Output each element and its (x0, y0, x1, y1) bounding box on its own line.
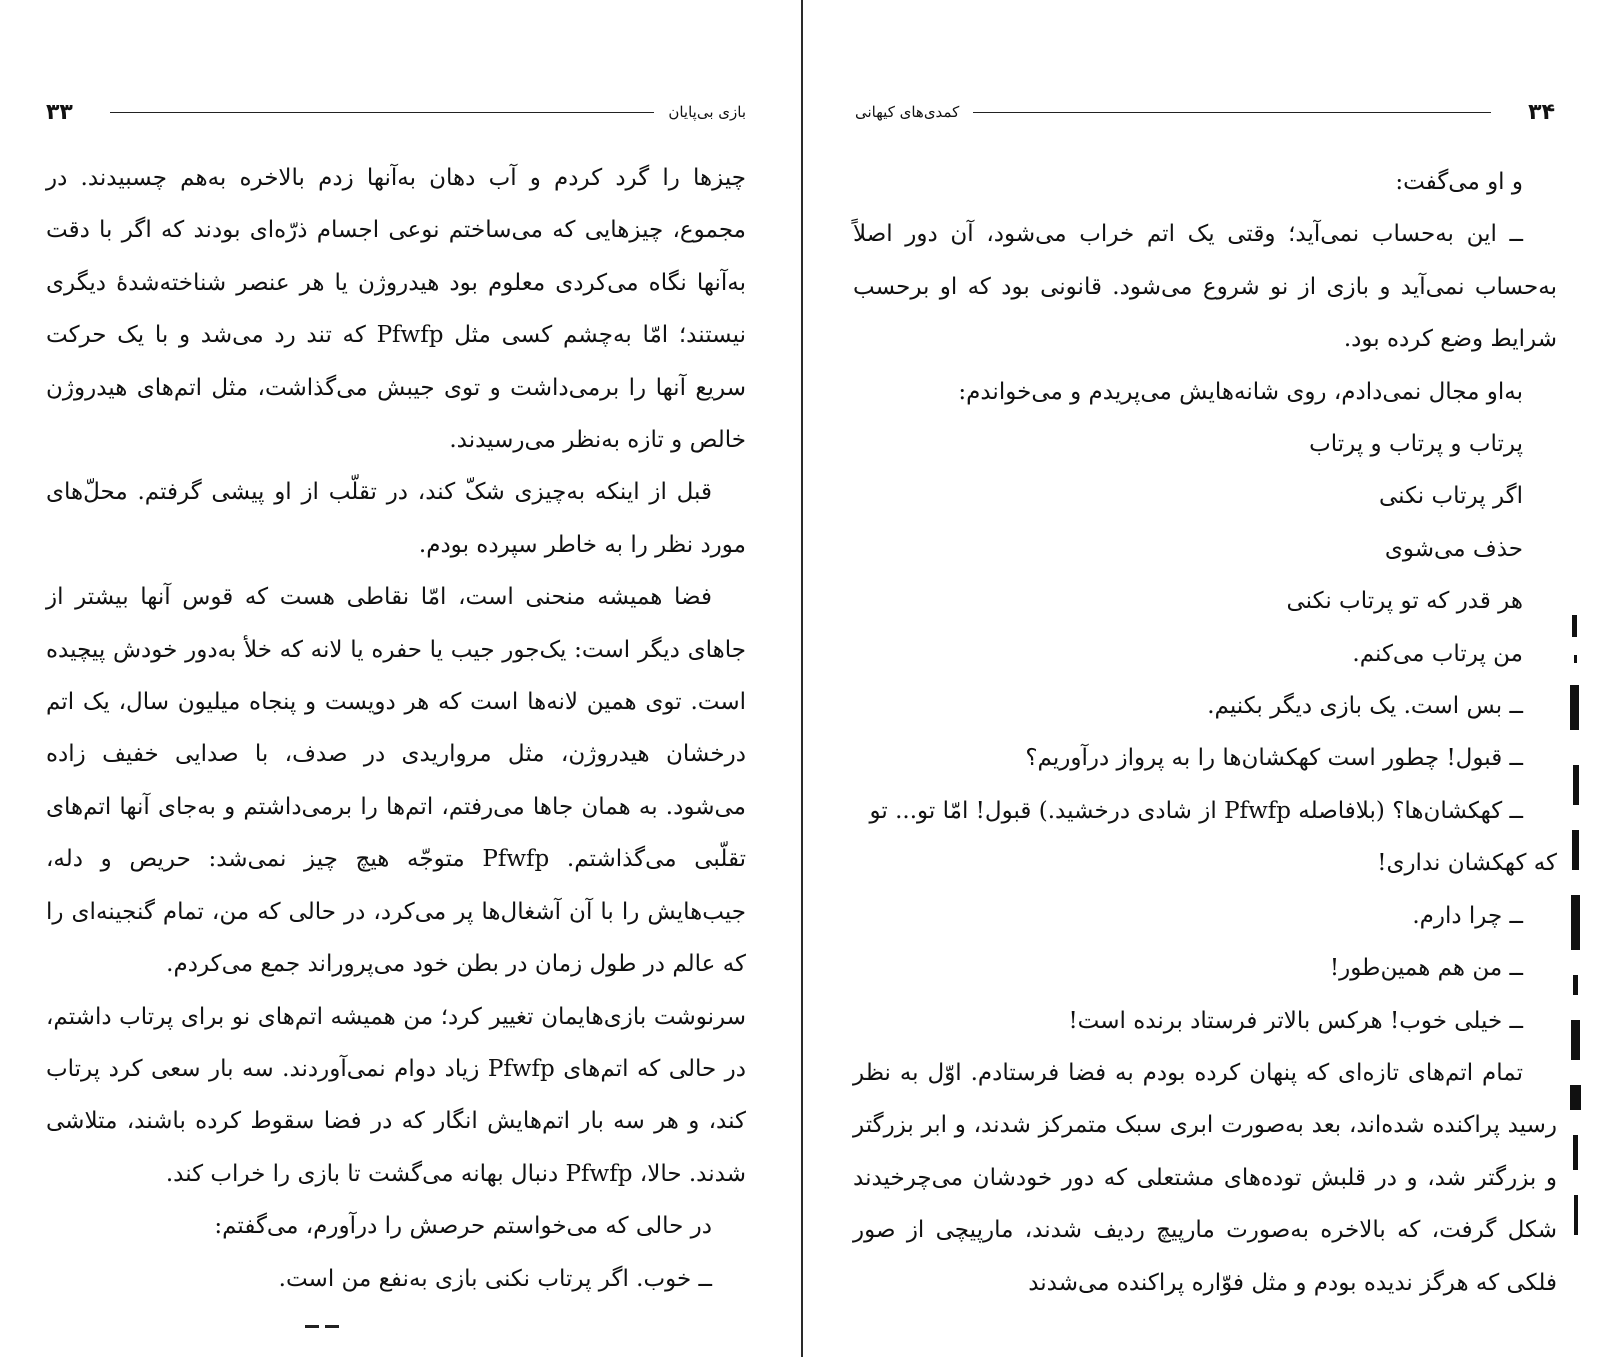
dialogue-line: ــ خوب. اگر پرتاب نکنی بازی به‌نفع من است. (278, 1265, 712, 1292)
paragraph: فضا همیشه منحنی است، امّا نقاطی هست که قوس آنها بیشتر از جاهای دیگر است: یک‌جور جیب یا حفره یا لانه که خلأ به‌دور خودش پیچیده است. توی همین لانه‌ها است که هر دویست و پنجاه میلیون سال، یک اتم درخشان هیدروژن، مثل مرواریدی در صدف، با صدایی خفیف زاده می‌شود. به همان جاها می‌رفتم، اتم‌ها را برمی‌داشتم و به‌جای آنها اتم‌های تقلّبی می‌گذاشتم. Pfwfp متوجّه هیچ چیز نمی‌شد: حریص و دله، جیب‌هایش را با آن آشغال‌ها پر می‌کرد، در حالی که من، تمام گنجینه‌ای را که عالم در طول زمان در بطن خود می‌پروراند جمع می‌کردم. (46, 584, 746, 978)
verse-line: اگر پرتاب نکنی (1378, 483, 1523, 510)
left-page-header (46, 98, 746, 126)
paragraph: سرنوشت بازی‌هایمان تغییر کرد؛ من همیشه اتم‌های نو برای پرتاب داشتم، در حالی که اتم‌های Pfwfp زیاد دوام نمی‌آوردند. سه بار سعی کرد پرتاب کند، و هر سه بار اتم‌هایش انگار که در فضا سقوط کرده باشند، متلاشی شدند. حالا، Pfwfp دنبال بهانه می‌گشت تا بازی را خراب کند. (46, 1003, 747, 1187)
scan-artifact (1564, 615, 1586, 1235)
verse-line: پرتاب و پرتاب و پرتاب (1309, 431, 1523, 458)
dialogue-line: ــ کهکشان‌ها؟ (بلافاصله Pfwfp از شادی درخشید.) قبول! امّا تو... تو که کهکشان نداری! (869, 797, 1557, 877)
dialogue-line: ــ خیلی خوب! هرکس بالاتر فرستاد برنده است! (1068, 1007, 1523, 1034)
paragraph: و او می‌گفت: (1395, 169, 1523, 195)
verse-line: من پرتاب می‌کنم. (1352, 640, 1523, 667)
paragraph: چیزها را گرد کردم و آب دهان به‌آنها زدم بالاخره به‌هم چسبیدند. در مجموع، چیزهایی که می‌ساختم نوعی اجسام ذرّه‌ای بودند که اگر با دقت به‌آنها نگاه می‌کردی معلوم بود هیدروژن یا هر عنصر شناخته‌شدهٔ دیگری نیستند؛ امّا به‌چشم کسی مثل Pfwfp که تند رد می‌شد و با یک حرکت سریع آنها را برمی‌داشت و توی جیبش می‌گذاشت، مثل اتم‌های هیدروژن خالص و تازه به‌نظر می‌رسیدند. (46, 165, 746, 454)
verse-line: حذف می‌شوی (1384, 535, 1523, 562)
verse-line: هر قدر که تو پرتاب نکنی (1286, 588, 1523, 615)
dialogue-line: ــ من هم همین‌طور! (1329, 955, 1523, 982)
dialogue-line: ــ قبول! چطور است کهکشان‌ها را به پرواز درآوریم؟ (1025, 745, 1523, 772)
left-page-body (46, 152, 746, 1305)
running-title: بازی بی‌پایان (668, 103, 746, 121)
scan-artifact (305, 1325, 345, 1331)
header-rule (110, 112, 654, 113)
page-number: ۳۳ (46, 99, 73, 125)
dialogue-line: ــ این به‌حساب نمی‌آید؛ وقتی یک اتم خراب می‌شود، آن دور اصلاً به‌حساب نمی‌آید و بازی از نو شروع می‌شود. قانونی بود که او برحسب شرایط وضع کرده بود. (853, 221, 1557, 353)
dialogue-line: ــ چرا دارم. (1412, 902, 1523, 929)
dialogue-line: ــ بس است. یک بازی دیگر بکنیم. (1207, 693, 1523, 720)
paragraph: در حالی که می‌خواستم حرصش را درآورم، می‌گفتم: (214, 1213, 712, 1240)
paragraph: به‌او مجال نمی‌دادم، روی شانه‌هایش می‌پریدم و می‌خواندم: (958, 378, 1523, 405)
paragraph: تمام اتم‌های تازه‌ای که پنهان کرده بودم به فضا فرستادم. اوّل به نظر رسید پراکنده شده‌اند، بعد به‌صورت ابری سبک متمرکز شدند، و ابر بزرگتر و بزرگتر شد، و در قلبش توده‌های مشتعلی که دور خودشان می‌چرخیدند شکل گرفت، که بالاخره به‌صورت مارپیچ ردیف شدند، مارپیچی از صور فلکی که هرگز ندیده بودم و مثل فوّاره پراکنده می‌شدند (853, 1059, 1557, 1296)
paragraph: قبل از اینکه به‌چیزی شکّ کند، در تقلّب از او پیشی گرفتم. محلّ‌های مورد نظر را به خاطر سپرده بودم. (46, 479, 746, 558)
header-rule (973, 112, 1491, 113)
right-page (803, 0, 1600, 1357)
page-number: ۳۴ (1528, 99, 1555, 125)
right-page-body (853, 156, 1557, 1309)
right-page-header (855, 98, 1555, 126)
running-title: کمدی‌های کیهانی (855, 103, 960, 121)
